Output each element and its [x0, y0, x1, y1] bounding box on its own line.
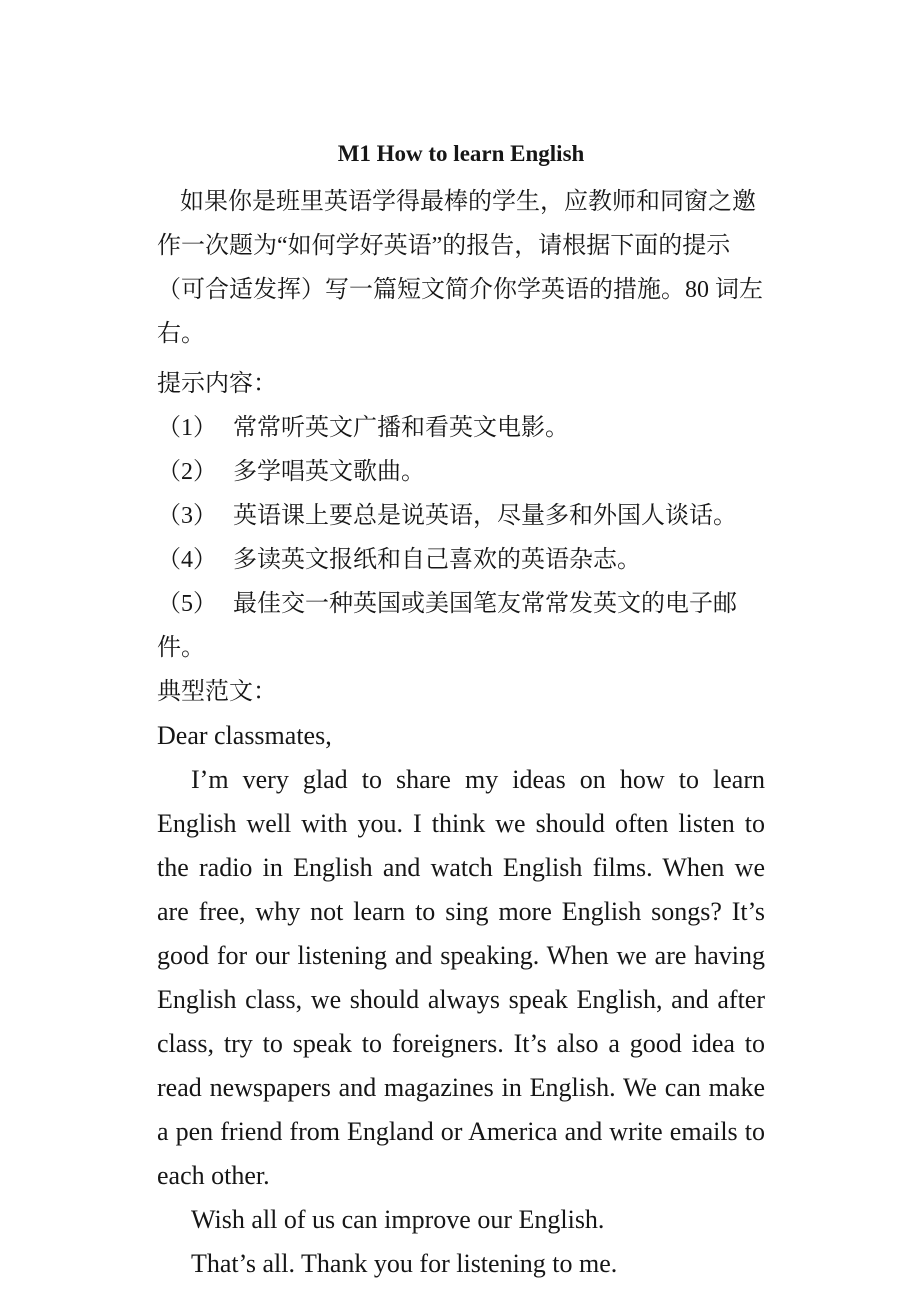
hint-2-text: 多学唱英文歌曲。: [233, 459, 425, 485]
hint-2-number: （2）: [157, 459, 217, 485]
essay-body-paragraph: I’m very glad to share my ideas on how to learn English well with you. I think we should often listen to the radio in English and watch English films. When we are free, why not learn to sing more English songs? It’s good for our listening and speaking. When we are having English class, we should always speak English, and after class, try to speak to foreigners. It’s also a good idea to read newspapers and magazines in English. We can make a pen friend from England or America and write emails to each other.: [157, 765, 765, 1190]
hint-item-5: [157, 582, 765, 670]
hint-4-text: 多读英文报纸和自己喜欢的英语杂志。: [233, 547, 641, 573]
hint-item-4: [157, 538, 765, 582]
hint-item-2: [157, 450, 765, 494]
model-essay-label: 典型范文：: [157, 679, 277, 705]
hint-1-number: （1）: [157, 415, 217, 441]
hint-3-text: 英语课上要总是说英语，尽量多和外国人谈话。: [233, 503, 737, 529]
intro-paragraph: 如果你是班里英语学得最棒的学生，应教师和同窗之邀作一次题为“如何学好英语”的报告，请根据下面的提示（可合适发挥）写一篇短文简介你学英语的措施。80 词左右。: [157, 189, 763, 347]
hint-1-text: 常常听英文广播和看英文电影。: [233, 415, 569, 441]
hint-5-number: （5）: [157, 591, 217, 617]
hint-item-1: [157, 406, 765, 450]
essay-closing-wish: Wish all of us can improve our English.: [191, 1205, 605, 1234]
hints-label: 提示内容：: [157, 371, 277, 397]
hint-3-number: （3）: [157, 503, 217, 529]
hint-4-number: （4）: [157, 547, 217, 573]
hint-5-text: 最佳交一种英国或美国笔友常常发英文的电子邮件。: [157, 591, 737, 661]
hint-item-3: [157, 494, 765, 538]
document-title: M1 How to learn English: [337, 141, 585, 166]
essay-salutation: Dear classmates,: [157, 721, 332, 750]
essay-closing-thanks: That’s all. Thank you for listening to me.: [191, 1249, 618, 1278]
